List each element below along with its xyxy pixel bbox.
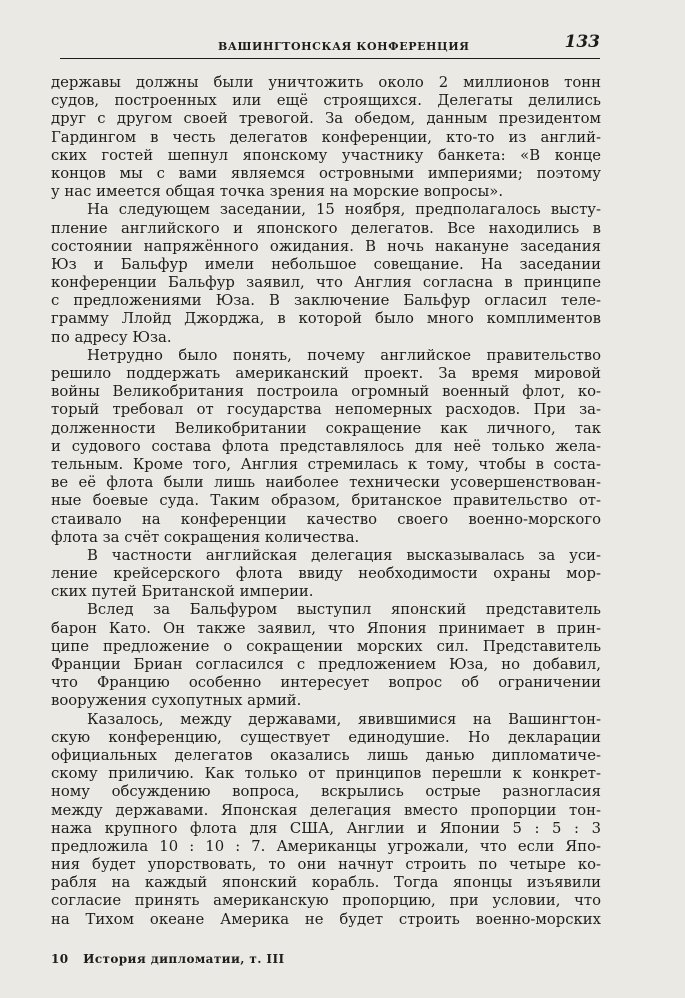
text-line: Нетрудно было понять, почему английское правительство — [87, 346, 601, 364]
body-text — [51, 74, 601, 929]
text-line: концов мы с вами являемся островными империями; поэтому — [51, 164, 601, 182]
running-title: ВАШИНГТОНСКАЯ КОНФЕРЕНЦИЯ — [218, 40, 470, 53]
text-line: Вслед за Бальфуром выступил японский представитель — [87, 601, 601, 619]
text-line: Юз и Бальфур имели небольшое совещание. На заседании — [51, 255, 601, 273]
text-line: долженности Великобритании сокращение как личного, так — [51, 419, 601, 437]
header-rule — [60, 58, 600, 59]
text-line: ния будет упорствовать, то они начнут строить по четыре ко- — [51, 856, 601, 874]
text-line: стаивало на конференции качество своего военно-морского — [51, 510, 601, 528]
text-line: ные боевые суда. Таким образом, британское правительство от- — [51, 492, 601, 510]
text-line: На следующем заседании, 15 ноября, предполагалось высту- — [87, 201, 601, 219]
text-line: ципе предложение о сокращении морских сил. Представитель — [51, 637, 601, 655]
text-line: что Францию особенно интересует вопрос об ограничении — [51, 674, 601, 692]
text-line: с предложениями Юза. В заключение Бальфур огласил теле- — [51, 292, 601, 310]
text-line: В частности английская делегация высказывалась за уси- — [87, 546, 601, 564]
text-line: конференции Бальфур заявил, что Англия согласна в принципе — [51, 274, 601, 292]
text-line: Гардингом в честь делегатов конференции, кто-то из англий- — [51, 128, 601, 146]
text-line: ве её флота были лишь наиболее технически усовершенствован- — [51, 474, 601, 492]
text-line: официальных делегатов оказались лишь данью дипломатиче- — [51, 746, 601, 764]
text-line: рабля на каждый японский корабль. Тогда японцы изъявили — [51, 874, 601, 892]
text-line: вооружения сухопутных армий. — [51, 692, 302, 710]
text-line: ских путей Британской империи. — [51, 583, 314, 601]
signature-number: 10 — [51, 952, 69, 966]
text-line: ление крейсерского флота ввиду необходимости охраны мор- — [51, 565, 601, 583]
text-line: между державами. Японская делегация вместо пропорции тон- — [51, 801, 601, 819]
book-title: История дипломатии, т. III — [83, 952, 285, 966]
text-line: грамму Ллойд Джорджа, в которой было много комплиментов — [51, 310, 601, 328]
text-line: барон Като. Он также заявил, что Япония принимает в прин- — [51, 619, 601, 637]
text-line: войны Великобритания построила огромный военный флот, ко- — [51, 383, 601, 401]
text-line: торый требовал от государства непомерных расходов. При за- — [51, 401, 601, 419]
text-line: скую конференцию, существует единодушие. Но декларации — [51, 728, 601, 746]
text-line: друг с другом своей тревогой. За обедом, данным президентом — [51, 110, 601, 128]
text-line: на Тихом океане Америка не будет строить военно-морских — [51, 910, 601, 928]
text-line: державы должны были уничтожить около 2 миллионов тонн — [51, 74, 601, 91]
text-line: предложила 10 : 10 : 7. Американцы угрожали, что если Япо- — [51, 837, 601, 855]
text-line: ному обсуждению вопроса, вскрылись острые разногласия — [51, 783, 601, 801]
page-number: 133 — [564, 32, 600, 52]
text-line: нажа крупного флота для США, Англии и Японии 5 : 5 : 3 — [51, 819, 601, 837]
text-line: Казалось, между державами, явившимися на Вашингтон- — [87, 710, 601, 728]
text-line: флота за счёт сокращения количества. — [51, 528, 360, 546]
text-line: состоянии напряжённого ожидания. В ночь накануне заседания — [51, 237, 601, 255]
text-line: скому приличию. Как только от принципов перешли к конкрет- — [51, 765, 601, 783]
text-line: Франции Бриан согласился с предложением Юза, но добавил, — [51, 656, 601, 673]
text-line: тельным. Кроме того, Англия стремилась к тому, чтобы в соста- — [51, 455, 601, 473]
text-line: решило поддержать американский проект. За время мировой — [51, 365, 601, 382]
page-header — [60, 32, 600, 54]
text-line: судов, построенных или ещё строящихся. Делегаты делились — [51, 92, 601, 110]
text-line: пление английского и японского делегатов. Все находились в — [51, 219, 601, 237]
text-line: у нас имеется общая точка зрения на морские вопросы». — [51, 183, 504, 201]
text-line: ских гостей шепнул японскому участнику банкета: «В конце — [51, 146, 601, 164]
text-line: по адресу Юза. — [51, 328, 172, 346]
page-footer — [51, 952, 284, 966]
text-line: и судового состава флота представлялось для неё только жела- — [51, 437, 601, 455]
text-line: согласие принять американскую пропорцию, при условии, что — [51, 892, 601, 910]
